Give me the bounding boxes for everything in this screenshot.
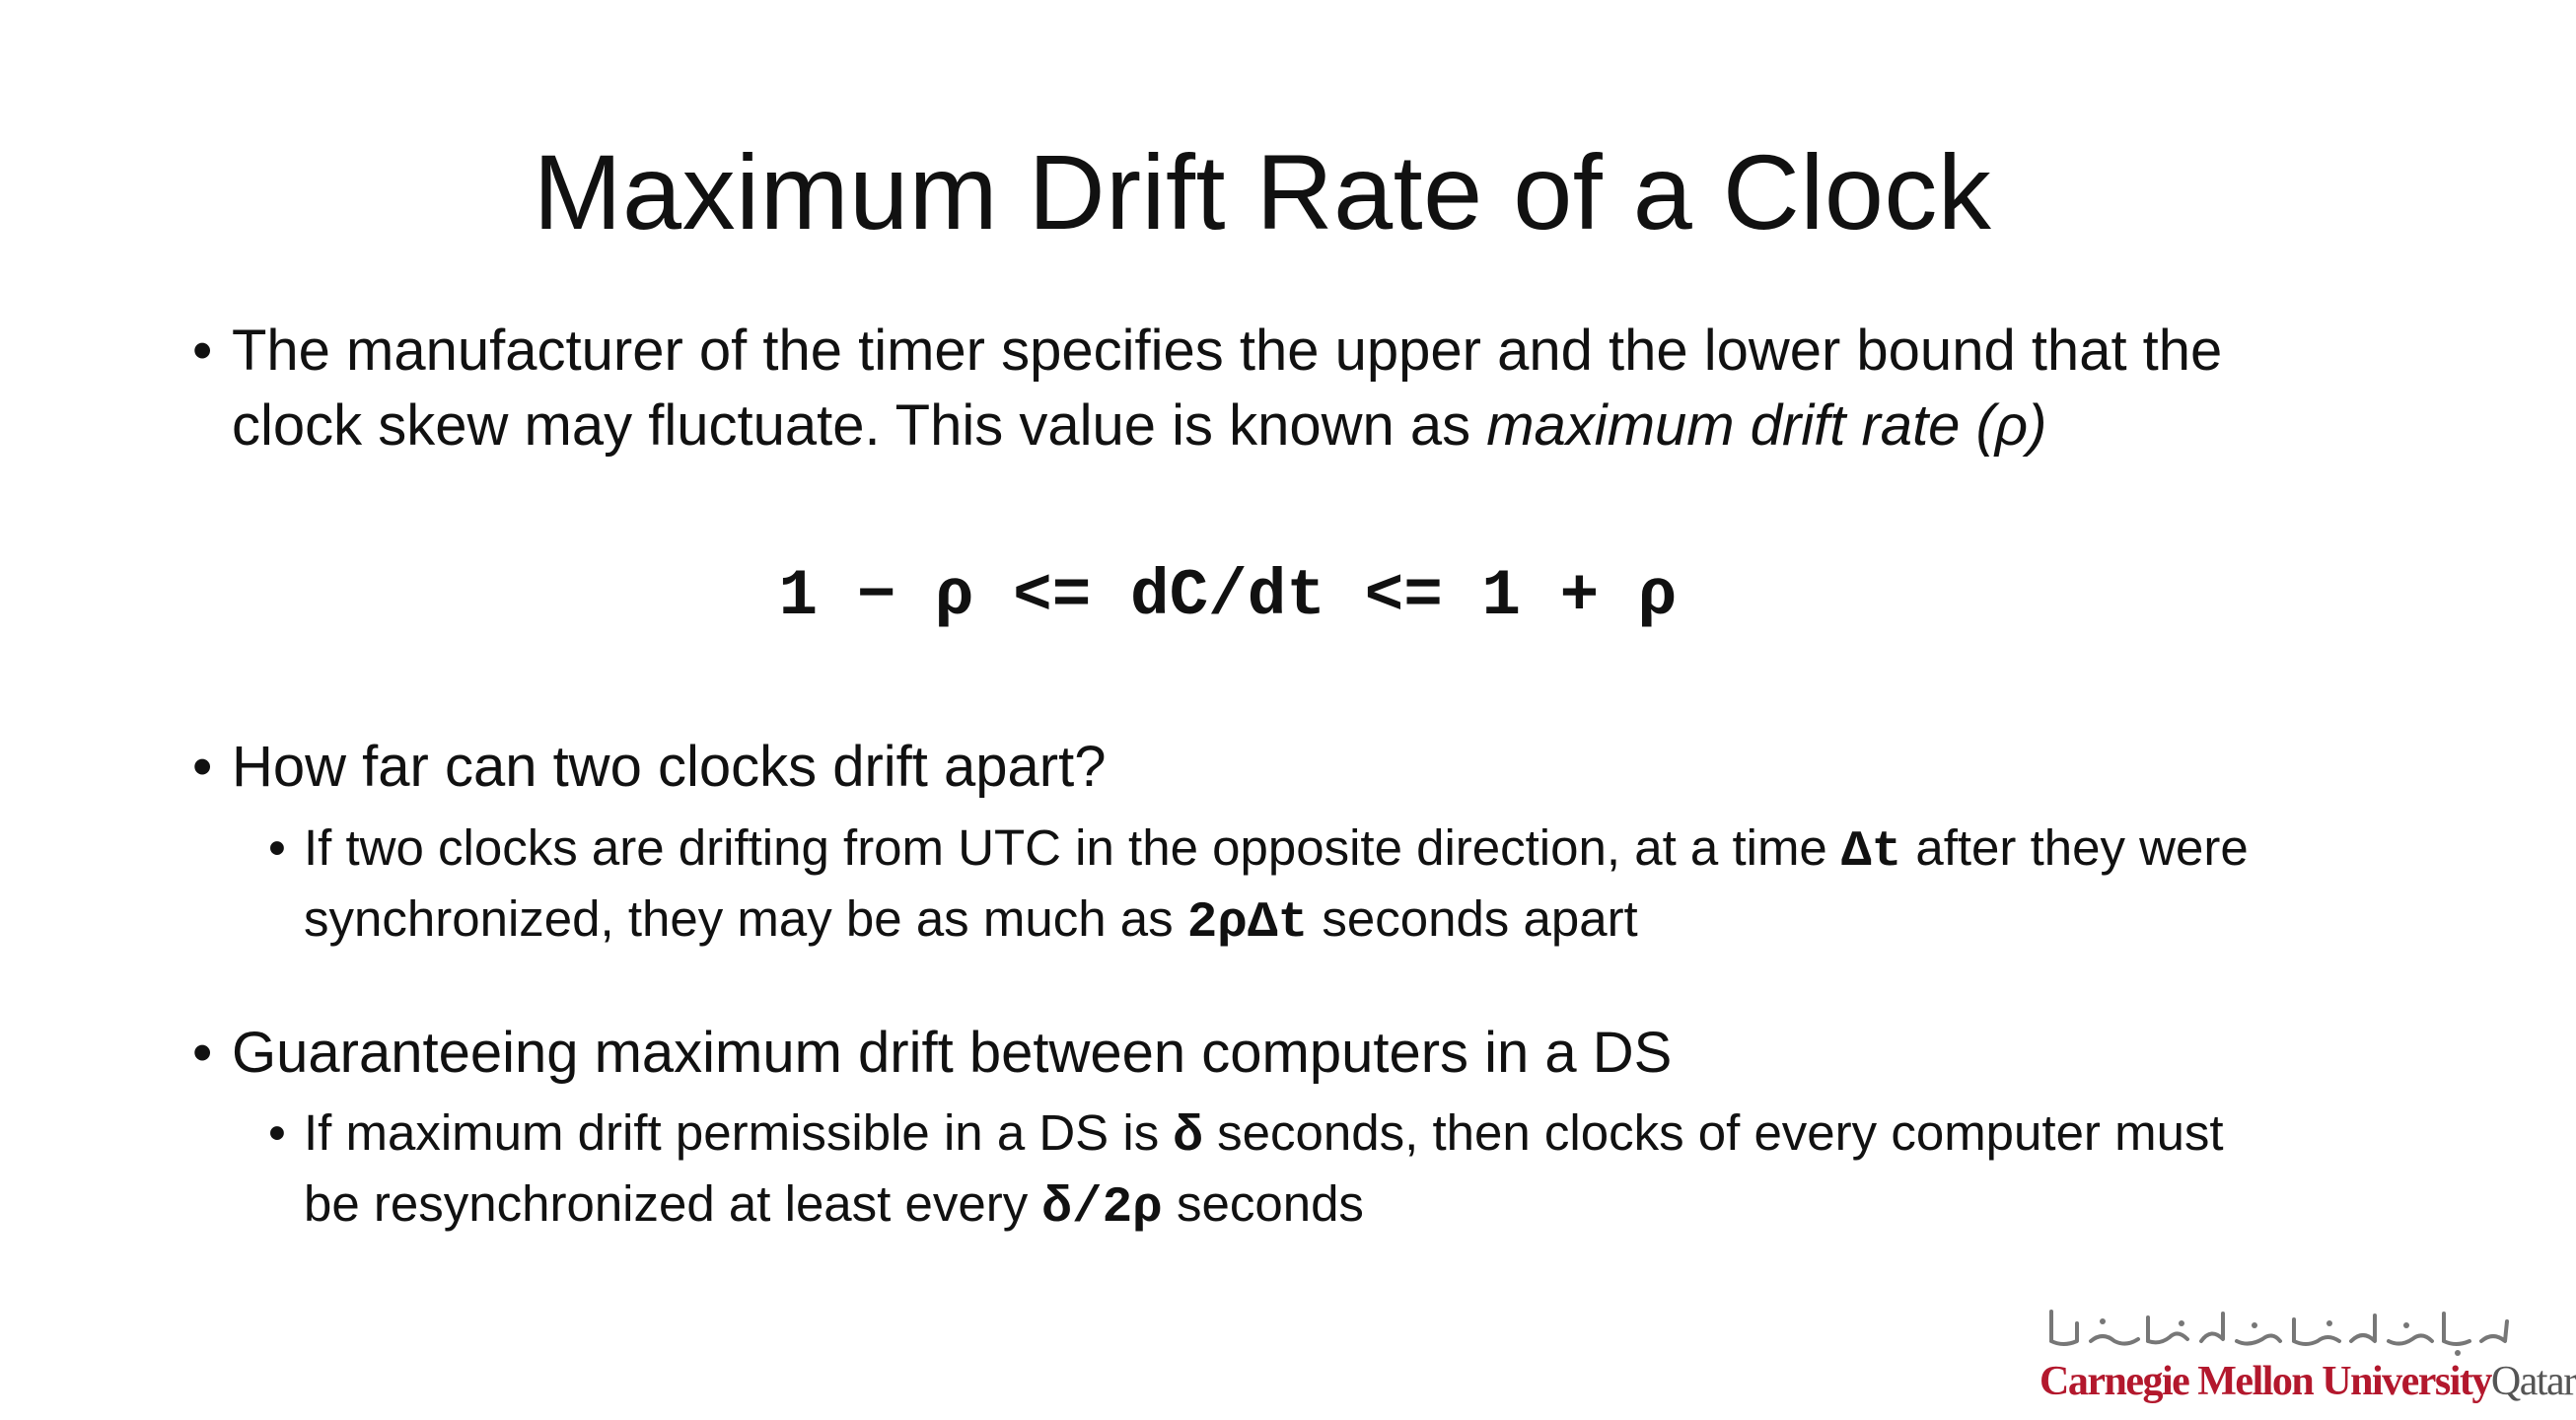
bullet-dot: •: [192, 1021, 213, 1085]
sub-bullet-text-part1: If two clocks are drifting from UTC in the opposite direction, at a time: [304, 819, 1841, 876]
sub-bullet-text-part2: after they were synchronized, they may be as much as: [304, 819, 2249, 947]
bullet-drift-rate-term: maximum drift rate (ρ): [1486, 393, 2047, 458]
bullet-dot: •: [192, 319, 213, 383]
sub-bullet-text-part2: seconds, then clocks of every computer must be resynchronized at least every: [304, 1104, 2224, 1232]
bullet-guarantee-drift-text: Guaranteeing maximum drift between computers in a DS: [232, 1021, 1673, 1085]
logo-campus-name: Qatar: [2490, 1359, 2576, 1404]
sub-bullet-resynchronize: [268, 1100, 2286, 1242]
sub-bullet-text-part1: If maximum drift permissible in a DS is: [304, 1104, 1174, 1161]
slide-title: Maximum Drift Rate of a Clock: [533, 132, 1992, 251]
bullet-drift-rate: [192, 314, 2283, 463]
delta-code: δ: [1173, 1109, 1203, 1166]
two-rho-delta-t-code: 2ρΔt: [1186, 895, 1309, 952]
sub-bullet-dot: •: [268, 819, 286, 876]
sub-bullet-text-part3: seconds: [1162, 1175, 1364, 1232]
sub-bullet-text-part3: seconds apart: [1308, 890, 1638, 947]
bullet-guarantee-drift: [192, 1016, 2283, 1091]
drift-rate-formula: 1 − ρ <= dC/dt <= 1 + ρ: [778, 559, 1678, 633]
bullet-dot: •: [192, 735, 213, 799]
bullet-drift-apart-text: How far can two clocks drift apart?: [232, 735, 1107, 799]
bullet-drift-rate-text: The manufacturer of the timer specifies the upper and the lower bound that the clock skew may fluctuate. This value is known as: [232, 319, 2223, 458]
bullet-drift-apart: [192, 730, 2283, 805]
sub-bullet-dot: •: [268, 1104, 286, 1161]
arabic-wordmark-icon: [2043, 1302, 2517, 1356]
delta-over-two-rho-code: δ/2ρ: [1041, 1180, 1163, 1237]
delta-t-code: Δt: [1840, 824, 1902, 881]
cmu-qatar-logo: [2032, 1302, 2576, 1420]
logo-university-name: Carnegie Mellon University: [2039, 1359, 2491, 1404]
logo-english-wordmark: [2039, 1357, 2576, 1406]
sub-bullet-opposite-direction: [268, 815, 2286, 957]
